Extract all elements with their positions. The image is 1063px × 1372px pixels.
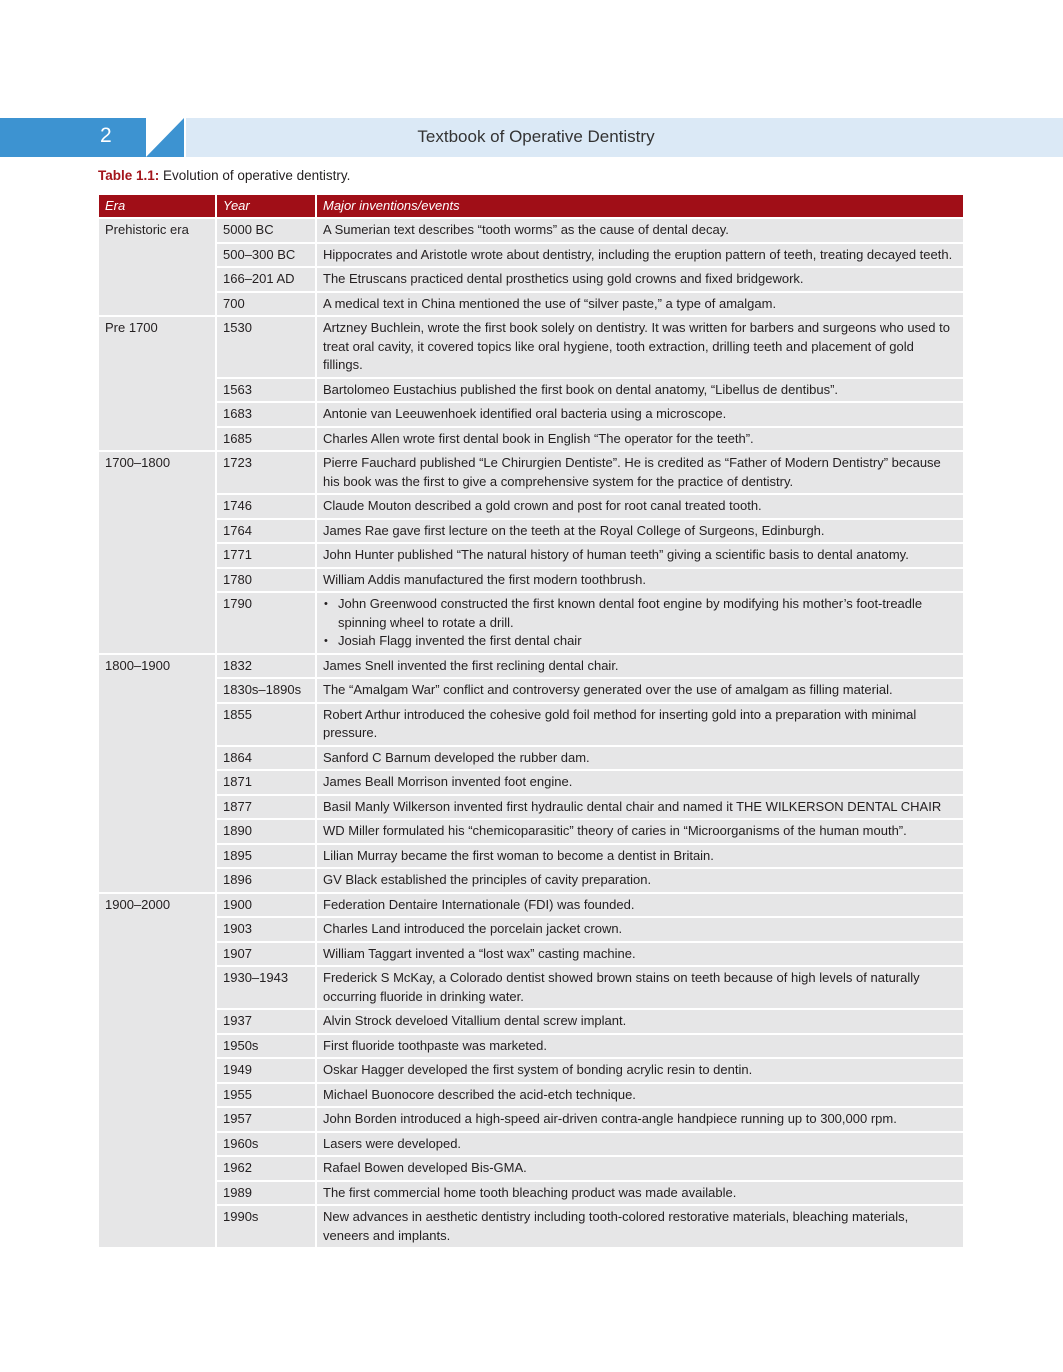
year-cell: 1746 (217, 495, 315, 518)
event-cell: First fluoride toothpaste was marketed. (317, 1035, 963, 1058)
table-row (99, 796, 963, 819)
table-row (99, 428, 963, 451)
event-cell: A medical text in China mentioned the use of “silver paste,” a type of amalgam. (317, 293, 963, 316)
event-cell: Antonie van Leeuwenhoek identified oral bacteria using a microscope. (317, 403, 963, 426)
year-cell: 1790 (217, 593, 315, 653)
event-cell: Sanford C Barnum developed the rubber dam. (317, 747, 963, 770)
table-row (99, 894, 963, 917)
table-row (99, 747, 963, 770)
year-cell: 1962 (217, 1157, 315, 1180)
table-row (99, 1059, 963, 1082)
year-cell: 1937 (217, 1010, 315, 1033)
year-cell: 1563 (217, 379, 315, 402)
year-cell: 1855 (217, 704, 315, 745)
table-row (99, 569, 963, 592)
event-cell: James Rae gave first lecture on the teeth at the Royal College of Surgeons, Edinburgh. (317, 520, 963, 543)
event-cell: Hippocrates and Aristotle wrote about dentistry, including the eruption pattern of teeth, treating decayed teeth. (317, 244, 963, 267)
table-caption-text: Evolution of operative dentistry. (163, 168, 351, 183)
event-cell: Pierre Fauchard published “Le Chirurgien Dentiste”. He is credited as “Father of Modern Dentistry” because his book was the first to give a comprehensive system for the practice of dentistry. (317, 452, 963, 493)
year-cell: 1723 (217, 452, 315, 493)
era-cell: 1800–1900 (99, 655, 215, 892)
event-cell: Alvin Strock develoed Vitallium dental screw implant. (317, 1010, 963, 1033)
year-cell: 1903 (217, 918, 315, 941)
table-row (99, 1157, 963, 1180)
year-cell: 1960s (217, 1133, 315, 1156)
table-row (99, 655, 963, 678)
event-cell: Michael Buonocore described the acid-etch technique. (317, 1084, 963, 1107)
event-cell: John Hunter published “The natural history of human teeth” giving a scientific basis to dental anatomy. (317, 544, 963, 567)
event-cell: William Taggart invented a “lost wax” casting machine. (317, 943, 963, 966)
event-cell: John Borden introduced a high-speed air-driven contra-angle handpiece running up to 300,000 rpm. (317, 1108, 963, 1131)
running-header (0, 118, 1063, 157)
event-cell: WD Miller formulated his “chemicoparasitic” theory of caries in “Microorganisms of the human mouth”. (317, 820, 963, 843)
table-caption (98, 168, 350, 183)
event-cell: Oskar Hagger developed the first system of bonding acrylic resin to dentin. (317, 1059, 963, 1082)
table-row (99, 704, 963, 745)
header-corner-triangle (146, 118, 184, 157)
year-cell: 1685 (217, 428, 315, 451)
table-row (99, 403, 963, 426)
year-cell: 1780 (217, 569, 315, 592)
table-row (99, 219, 963, 242)
event-cell: Lilian Murray became the first woman to become a dentist in Britain. (317, 845, 963, 868)
page-number-box (0, 118, 146, 157)
year-cell: 1830s–1890s (217, 679, 315, 702)
era-cell: 1900–2000 (99, 894, 215, 1248)
year-cell: 5000 BC (217, 219, 315, 242)
era-cell: Prehistoric era (99, 219, 215, 315)
era-cell: Pre 1700 (99, 317, 215, 450)
event-cell: Lasers were developed. (317, 1133, 963, 1156)
table-row (99, 544, 963, 567)
year-cell: 700 (217, 293, 315, 316)
event-bullet-item: • John Greenwood constructed the first known dental foot engine by modifying his mother’s foot-treadle spinning wheel to rotate a drill. (338, 595, 957, 632)
table-row (99, 1206, 963, 1247)
event-cell: New advances in aesthetic dentistry including tooth-colored restorative materials, bleaching materials, veneers and implants. (317, 1206, 963, 1247)
year-cell: 1877 (217, 796, 315, 819)
table-row (99, 943, 963, 966)
year-cell: 1990s (217, 1206, 315, 1247)
era-cell: 1700–1800 (99, 452, 215, 653)
year-cell: 1890 (217, 820, 315, 843)
year-cell: 1895 (217, 845, 315, 868)
table-row (99, 379, 963, 402)
year-cell: 1530 (217, 317, 315, 377)
year-cell: 1871 (217, 771, 315, 794)
table-row (99, 771, 963, 794)
table-caption-label: Table 1.1: (98, 168, 160, 183)
column-header-year: Year (217, 195, 315, 217)
event-cell: GV Black established the principles of cavity preparation. (317, 869, 963, 892)
table-row (99, 495, 963, 518)
year-cell: 1950s (217, 1035, 315, 1058)
year-cell: 1957 (217, 1108, 315, 1131)
event-cell: Charles Allen wrote first dental book in English “The operator for the teeth”. (317, 428, 963, 451)
book-title: Textbook of Operative Dentistry (417, 127, 655, 146)
year-cell: 1949 (217, 1059, 315, 1082)
table-row (99, 845, 963, 868)
event-cell: Federation Dentaire Internationale (FDI) was founded. (317, 894, 963, 917)
year-cell: 1896 (217, 869, 315, 892)
event-cell: The Etruscans practiced dental prosthetics using gold crowns and fixed bridgework. (317, 268, 963, 291)
event-cell: Bartolomeo Eustachius published the first book on dental anatomy, “Libellus de dentibus”. (317, 379, 963, 402)
year-cell: 166–201 AD (217, 268, 315, 291)
event-cell: Claude Mouton described a gold crown and post for root canal treated tooth. (317, 495, 963, 518)
event-cell: Robert Arthur introduced the cohesive gold foil method for inserting gold into a preparation with minimal pressure. (317, 704, 963, 745)
table-row (99, 244, 963, 267)
table-row (99, 1108, 963, 1131)
table-row (99, 1010, 963, 1033)
event-bullet-list (323, 595, 957, 651)
page-number: 2 (100, 124, 112, 147)
event-cell: A Sumerian text describes “tooth worms” as the cause of dental decay. (317, 219, 963, 242)
column-header-events: Major inventions/events (317, 195, 963, 217)
year-cell: 1930–1943 (217, 967, 315, 1008)
table-row (99, 967, 963, 1008)
event-cell: The “Amalgam War” conflict and controversy generated over the use of amalgam as filling material. (317, 679, 963, 702)
year-cell: 1771 (217, 544, 315, 567)
table-row (99, 1084, 963, 1107)
table-row (99, 593, 963, 653)
year-cell: 1989 (217, 1182, 315, 1205)
event-cell: Artzney Buchlein, wrote the first book solely on dentistry. It was written for barbers and surgeons who used to treat oral cavity, it covered topics like oral hygiene, tooth extraction, drilling teeth and placement of gold fillings. (317, 317, 963, 377)
table-row (99, 268, 963, 291)
table-row (99, 317, 963, 377)
table-row (99, 679, 963, 702)
table-row (99, 452, 963, 493)
table-row (99, 293, 963, 316)
table-row (99, 918, 963, 941)
event-cell: James Beall Morrison invented foot engine. (317, 771, 963, 794)
event-bullet-item: • Josiah Flagg invented the first dental chair (338, 632, 957, 651)
table-row (99, 1035, 963, 1058)
event-cell: James Snell invented the first reclining dental chair. (317, 655, 963, 678)
event-cell: Frederick S McKay, a Colorado dentist showed brown stains on teeth because of high levels of naturally occurring fluoride in drinking water. (317, 967, 963, 1008)
table-row (99, 1182, 963, 1205)
table-body (99, 219, 963, 1247)
year-cell: 1864 (217, 747, 315, 770)
year-cell: 1683 (217, 403, 315, 426)
year-cell: 1900 (217, 894, 315, 917)
table-row (99, 1133, 963, 1156)
event-cell: William Addis manufactured the first modern toothbrush. (317, 569, 963, 592)
event-cell: Basil Manly Wilkerson invented first hydraulic dental chair and named it THE WILKERSON DENTAL CHAIR (317, 796, 963, 819)
event-cell: Rafael Bowen developed Bis-GMA. (317, 1157, 963, 1180)
event-cell: Charles Land introduced the porcelain jacket crown. (317, 918, 963, 941)
year-cell: 1764 (217, 520, 315, 543)
column-header-era: Era (99, 195, 215, 217)
year-cell: 500–300 BC (217, 244, 315, 267)
table-row (99, 869, 963, 892)
table-row (99, 820, 963, 843)
year-cell: 1955 (217, 1084, 315, 1107)
event-cell: The first commercial home tooth bleaching product was made available. (317, 1182, 963, 1205)
table-row (99, 520, 963, 543)
evolution-table (97, 193, 965, 1249)
year-cell: 1907 (217, 943, 315, 966)
event-cell (317, 593, 963, 653)
year-cell: 1832 (217, 655, 315, 678)
table-header-row (99, 195, 963, 217)
